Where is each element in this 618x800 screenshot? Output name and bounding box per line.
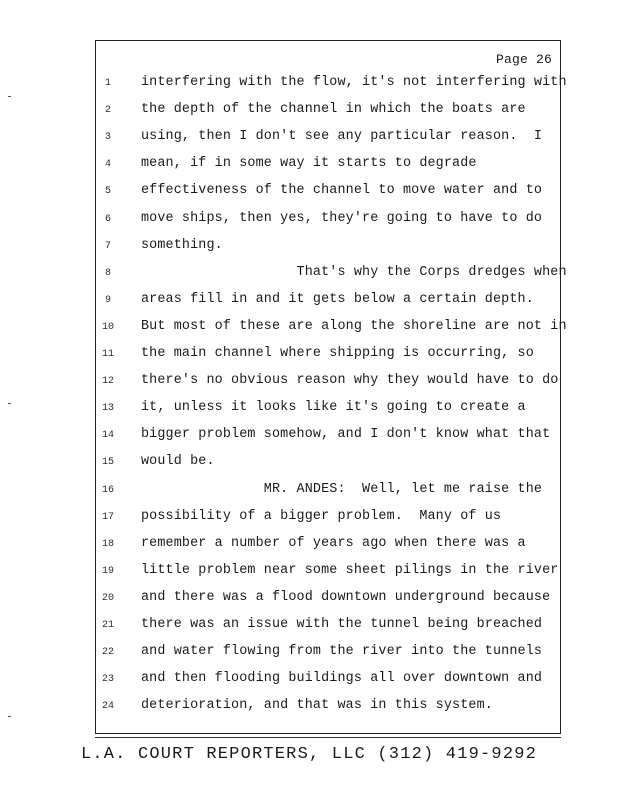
transcript-line xyxy=(0,400,618,420)
line-text: using, then I don't see any particular reason. I xyxy=(141,129,543,145)
transcript-line xyxy=(0,102,618,122)
line-text: areas fill in and it gets below a certain depth. xyxy=(141,291,534,307)
line-text: there was an issue with the tunnel being breached xyxy=(141,617,543,632)
line-text: bigger problem somehow, and I don't know what that xyxy=(141,427,551,443)
line-number: 8 xyxy=(104,267,111,279)
line-number: 5 xyxy=(104,186,111,198)
line-text: remember a number of years ago when there was a xyxy=(141,535,526,551)
line-number: 15 xyxy=(101,457,114,469)
transcript-line xyxy=(0,644,618,664)
transcript-line xyxy=(0,563,618,583)
margin-mark xyxy=(8,96,11,97)
line-number: 17 xyxy=(101,511,114,523)
transcript-line xyxy=(0,509,618,529)
transcript-line xyxy=(0,590,618,610)
line-text: and water flowing from the river into the tunnels xyxy=(141,644,543,660)
line-number: 13 xyxy=(101,403,114,415)
line-text: possibility of a bigger problem. Many of us xyxy=(141,508,502,524)
transcript-line xyxy=(0,346,618,366)
line-text: and there was a flood downtown underground because xyxy=(141,589,551,605)
transcript-line xyxy=(0,482,618,502)
transcript-line xyxy=(0,671,618,691)
line-number: 22 xyxy=(101,647,114,659)
transcript-line xyxy=(0,292,618,312)
transcript-line xyxy=(0,536,618,556)
transcript-line xyxy=(0,183,618,203)
line-number: 10 xyxy=(101,321,114,333)
transcript-line xyxy=(0,319,618,339)
transcript-line xyxy=(0,373,618,393)
line-text: That's why the Corps dredges when xyxy=(141,264,567,280)
frame-bottom-rule xyxy=(95,737,561,738)
line-text: MR. ANDES: Well, let me raise the xyxy=(141,481,543,497)
line-text: interfering with the flow, it's not interfering with xyxy=(141,75,567,90)
line-number: 19 xyxy=(101,565,114,577)
transcript-line xyxy=(0,238,618,258)
line-text: mean, if in some way it starts to degrade xyxy=(141,156,477,172)
line-number: 12 xyxy=(101,376,114,388)
line-text: and then flooding buildings all over downtown and xyxy=(141,671,543,687)
transcript-line xyxy=(0,617,618,637)
line-number: 3 xyxy=(104,132,111,144)
line-number: 20 xyxy=(101,592,114,604)
line-number: 4 xyxy=(104,159,111,171)
transcript-line xyxy=(0,211,618,231)
line-number: 7 xyxy=(104,240,111,252)
line-number: 1 xyxy=(104,78,111,89)
page-number: Page 26 xyxy=(495,52,552,67)
line-number: 16 xyxy=(101,484,114,496)
line-text: it, unless it looks like it's going to create a xyxy=(141,400,526,416)
line-number: 23 xyxy=(101,674,114,686)
transcript-line xyxy=(0,427,618,447)
line-number: 24 xyxy=(101,701,114,713)
line-number: 9 xyxy=(104,294,111,306)
transcript-line xyxy=(0,454,618,474)
line-text: deterioration, and that was in this system. xyxy=(141,698,493,714)
line-number: 2 xyxy=(104,105,111,117)
line-text: the main channel where shipping is occurring, so xyxy=(141,346,534,361)
line-text: move ships, then yes, they're going to have to do xyxy=(141,210,543,226)
transcript-line xyxy=(0,265,618,285)
line-text: something. xyxy=(141,237,223,253)
line-text: there's no obvious reason why they would have to do xyxy=(141,373,559,389)
line-number: 14 xyxy=(101,430,114,442)
reporter-footer: L.A. COURT REPORTERS, LLC (312) 419-9292 xyxy=(80,745,538,764)
line-text: little problem near some sheet pilings in the river xyxy=(141,562,559,578)
transcript-line xyxy=(0,75,618,95)
transcript-line xyxy=(0,698,618,718)
line-text: would be. xyxy=(141,454,215,470)
line-text: But most of these are along the shoreline are not in xyxy=(141,318,567,334)
line-number: 11 xyxy=(101,349,114,360)
line-number: 6 xyxy=(104,213,111,225)
line-text: the depth of the channel in which the boats are xyxy=(141,102,526,118)
transcript-line xyxy=(0,129,618,149)
transcript-line xyxy=(0,156,618,176)
line-number: 21 xyxy=(101,620,114,631)
line-number: 18 xyxy=(101,538,114,550)
line-text: effectiveness of the channel to move water and to xyxy=(141,183,543,199)
